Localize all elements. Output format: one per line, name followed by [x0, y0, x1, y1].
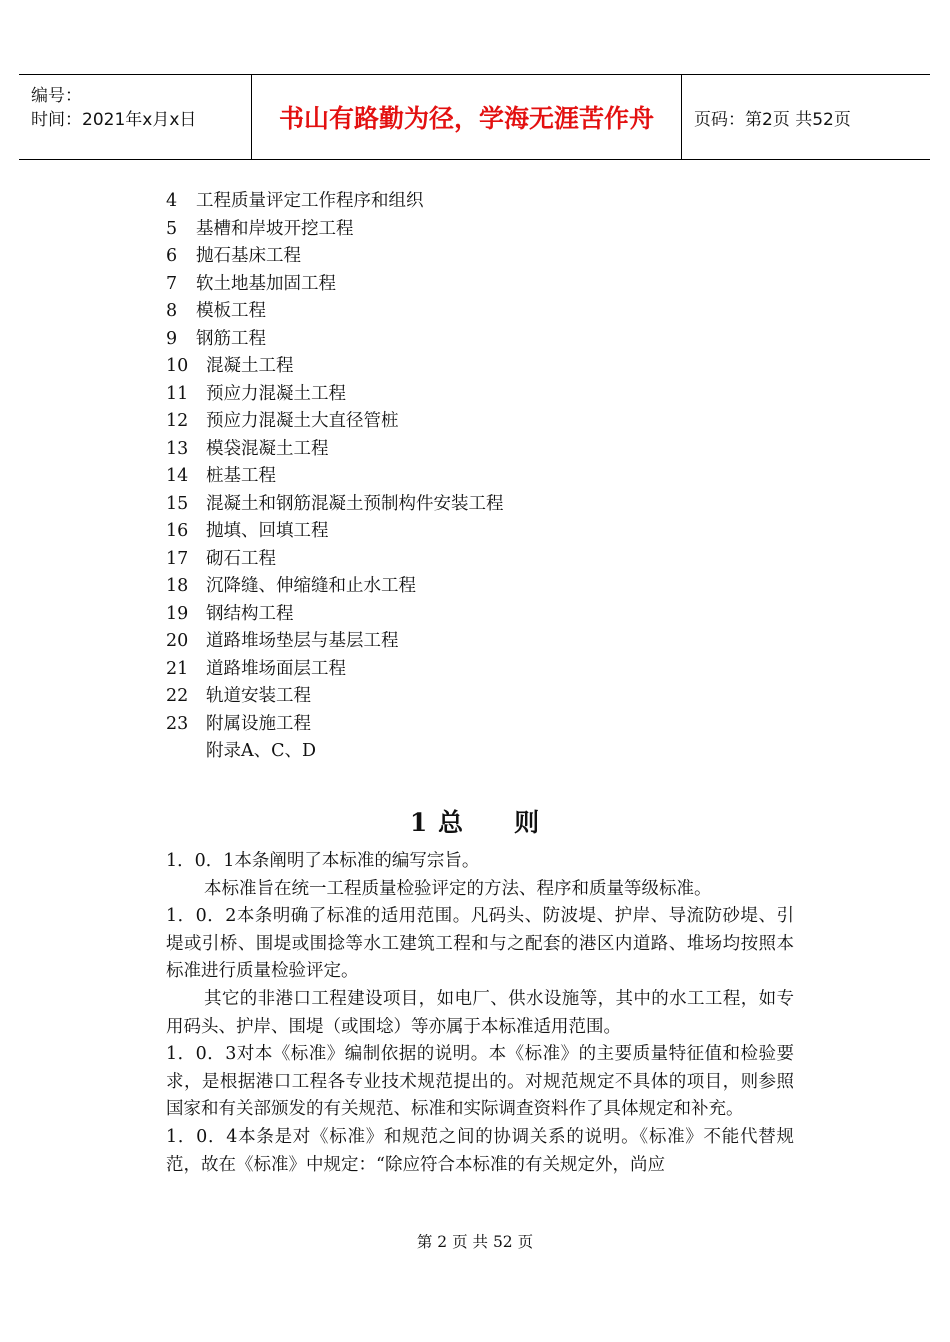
toc-item [166, 326, 504, 354]
chapter-number: 1 [409, 808, 429, 837]
body-text [166, 848, 794, 1179]
toc-item-number: 6 [166, 246, 178, 266]
body-paragraph: 1．0．4本条是对《标准》和规范之间的协调关系的说明。《标准》不能代替规范，故在《标准》中规定：“除应符合本标准的有关规定外，尚应 [166, 1126, 794, 1175]
toc-item-number: 5 [166, 218, 178, 239]
toc-item-number: 10 [166, 356, 189, 376]
toc-item [166, 628, 504, 656]
toc-item [166, 381, 504, 409]
toc-item-number: 12 [166, 411, 189, 431]
toc-item-title: 模袋混凝土工程 [206, 438, 329, 459]
toc-item-number: 17 [166, 548, 189, 569]
toc-item [166, 216, 504, 244]
page-footer: 第 2 页 共 52 页 [416, 1233, 534, 1251]
toc-item-number: 9 [166, 328, 178, 349]
header-motto-cell [251, 75, 682, 159]
toc-item-number: 20 [166, 631, 189, 651]
body-paragraph: 其它的非港口工程建设项目，如电厂、供水设施等，其中的水工工程，如专用码头、护岸、围堤（或围埝）等亦属于本标准适用范围。 [166, 988, 794, 1037]
toc-item-title: 混凝土工程 [206, 356, 294, 376]
toc-item-title: 钢结构工程 [206, 603, 294, 624]
toc-item-number: 8 [166, 301, 178, 321]
toc-item [166, 243, 504, 271]
serial-number-label: 编号： [31, 86, 82, 106]
body-paragraph: 本标准旨在统一工程质量检验评定的方法、程序和质量等级标准。 [204, 878, 712, 899]
toc-item-title: 桩基工程 [206, 466, 276, 486]
toc-item-title: 混凝土和钢筋混凝土预制构件安装工程 [206, 493, 504, 514]
toc-item-title: 软土地基加固工程 [196, 273, 336, 294]
body-paragraph: 1．0．2本条明确了标准的适用范围。凡码头、防波堤、护岸、导流防砂堤、引堤或引桥、围堤或围捻等水工建筑工程和与之配套的港区内道路、堆场均按照本标准进行质量检验评定。 [166, 906, 794, 982]
toc-item-number: 19 [166, 603, 189, 624]
toc-item-number: 21 [166, 658, 189, 679]
toc-item-title: 工程质量评定工作程序和组织 [196, 191, 424, 211]
header-meta-cell [19, 75, 251, 159]
toc-item [166, 188, 504, 216]
toc-item [166, 463, 504, 491]
toc-item-number: 13 [166, 438, 189, 459]
toc-item-number: 22 [166, 686, 189, 706]
toc-item-number: 14 [166, 466, 189, 486]
toc-item [166, 491, 504, 519]
chapter-heading [0, 803, 950, 839]
toc-item-number: 16 [166, 521, 189, 541]
toc-item-title: 道路堆场面层工程 [206, 658, 346, 679]
toc-item [166, 683, 504, 711]
page-info: 页码：第2页 共52页 [694, 109, 851, 130]
toc-item-title: 基槽和岸坡开挖工程 [196, 218, 354, 239]
toc-item [166, 408, 504, 436]
toc-item [166, 518, 504, 546]
toc-item [166, 656, 504, 684]
toc-item-title: 抛填、回填工程 [206, 521, 329, 541]
chapter-title-first: 总 [438, 808, 465, 837]
toc-item-number: 4 [166, 191, 178, 211]
toc-appendix: 附录A、C、D [206, 741, 317, 761]
toc-item [166, 573, 504, 601]
toc-item-number: 15 [166, 493, 189, 514]
toc-item-title: 附属设施工程 [206, 713, 311, 734]
toc-item [166, 298, 504, 326]
table-of-contents [166, 188, 504, 766]
toc-item-title: 沉降缝、伸缩缝和止水工程 [206, 576, 416, 596]
toc-item-title: 轨道安装工程 [206, 686, 311, 706]
document-header [19, 74, 930, 160]
toc-item-title: 预应力混凝土工程 [206, 383, 346, 404]
toc-item [166, 353, 504, 381]
motto-text: 书山有路勤为径，学海无涯苦作舟 [278, 104, 654, 133]
toc-item-number: 7 [166, 273, 178, 294]
toc-item-number: 18 [166, 576, 189, 596]
chapter-title-second: 则 [514, 808, 541, 837]
body-paragraph: 1．0．1本条阐明了本标准的编写宗旨。 [166, 851, 480, 871]
toc-item-number: 11 [166, 383, 189, 404]
toc-item-title: 模板工程 [196, 301, 266, 321]
toc-item-number: 23 [166, 713, 189, 734]
body-paragraph: 1．0．3对本《标准》编制依据的说明。本《标准》的主要质量特征值和检验要求，是根据港口工程各专业技术规范提出的。对规范规定不具体的项目，则参照国家和有关部颁发的有关规范、标准和实际调查资料作了具体规定和补充。 [166, 1044, 794, 1120]
date-label: 时间：2021年x月x日 [31, 110, 197, 130]
toc-item [166, 546, 504, 574]
header-page-cell [682, 75, 930, 159]
toc-item [166, 271, 504, 299]
toc-item-title: 抛石基床工程 [196, 246, 301, 266]
toc-item-title: 道路堆场垫层与基层工程 [206, 631, 399, 651]
toc-item [166, 436, 504, 464]
toc-item [166, 711, 504, 739]
toc-item [166, 601, 504, 629]
toc-item-title: 预应力混凝土大直径管桩 [206, 411, 399, 431]
toc-item-title: 砌石工程 [206, 548, 276, 569]
toc-item-title: 钢筋工程 [196, 328, 266, 349]
